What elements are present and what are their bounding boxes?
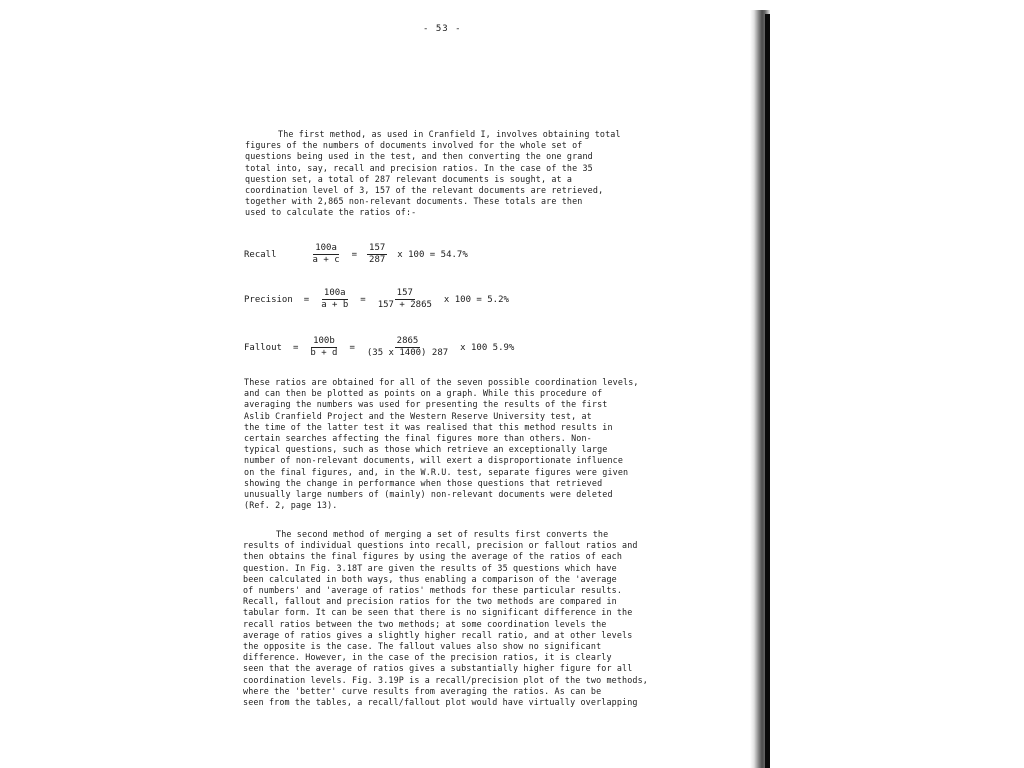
text-line: number of non-relevant documents, will exert a disproportionate influence: [244, 455, 624, 466]
text-line: typical questions, such as those which retrieve an exceptionally large: [244, 444, 608, 455]
recall-result: x 100 = 54.7%: [397, 249, 468, 260]
precision-fraction-1: [319, 288, 350, 311]
recall-formula: [244, 243, 473, 266]
text-line: seen that the average of ratios gives a substantially higher figure for all: [243, 663, 633, 674]
text-line: showing the change in performance when those questions that retrieved: [244, 477, 603, 488]
precision-frac1-numerator: 100a: [323, 288, 346, 298]
recall-frac2-denominator: 287: [369, 255, 386, 265]
text-line: total into, say, recall and precision ratios. In the case of the 35: [245, 162, 593, 173]
text-line: question set, a total of 287 relevant documents is sought, at a: [245, 173, 573, 184]
fallout-formula: [244, 336, 519, 359]
fallout-frac1-numerator: 100b: [313, 336, 335, 346]
text-line: (Ref. 2, page 13).: [244, 500, 338, 511]
text-line: unusually large numbers of (mainly) non-relevant documents were deleted: [244, 489, 613, 500]
text-line: and can then be plotted as points on a graph. While this procedure of: [244, 388, 603, 399]
recall-fraction-2: [367, 243, 387, 266]
text-line: together with 2,865 non-relevant documents. These totals are then: [245, 196, 583, 207]
precision-frac2-denominator: 157 + 2865: [377, 300, 432, 310]
text-line: on the final figures, and, in the W.R.U. test, separate figures were given: [244, 466, 629, 477]
text-line: tabular form. It can be seen that there is no significant difference in the: [243, 607, 633, 618]
precision-frac1-denominator: a + b: [321, 300, 349, 310]
precision-formula: [244, 288, 514, 311]
text-line: used to calculate the ratios of:-: [245, 207, 417, 218]
text-line: question. In Fig. 3.18T are given the results of 35 questions which have: [243, 562, 617, 573]
fallout-frac2-numerator: 2865: [396, 336, 419, 346]
text-line: averaging the numbers was used for presenting the results of the first: [244, 399, 608, 410]
precision-equals-2: =: [360, 294, 366, 305]
text-line: of numbers' and 'average of ratios' methods for these particular results.: [243, 585, 623, 596]
text-line: coordination level of 3, 157 of the relevant documents are retrieved,: [245, 185, 604, 196]
recall-frac1-denominator: a + c: [312, 255, 340, 265]
text-line: Aslib Cranfield Project and the Western Reserve University test, at: [244, 410, 592, 421]
fallout-frac2-denominator: (35 x 1400) 287: [366, 348, 449, 358]
fallout-equals-2: =: [349, 342, 355, 353]
precision-result: x 100 = 5.2%: [443, 294, 509, 305]
page-number: - 53 -: [423, 24, 462, 34]
text-line: figures of the numbers of documents involved for the whole set of: [245, 140, 583, 151]
recall-fraction-1: [311, 243, 342, 266]
text-line: recall ratios between the two methods; at some coordination levels the: [243, 618, 607, 629]
fallout-fraction-2: [365, 336, 450, 359]
text-line: The first method, as used in Cranfield I, involves obtaining total: [278, 129, 621, 139]
text-line: difference. However, in the case of the precision ratios, it is clearly: [243, 652, 612, 663]
fallout-fraction-1: [308, 336, 339, 359]
scan-edge-shadow: [765, 14, 770, 768]
recall-label: Recall: [244, 249, 277, 260]
paragraph-first-method: [245, 129, 621, 219]
paragraph-averaging: [244, 377, 639, 511]
text-line: seen from the tables, a recall/fallout plot would have virtually overlapping: [243, 697, 638, 708]
text-line: where the 'better' curve results from averaging the ratios. As can be: [243, 685, 602, 696]
precision-label: Precision: [244, 294, 293, 305]
text-line: been calculated in both ways, thus enabling a comparison of the 'average: [243, 573, 617, 584]
text-line: results of individual questions into recall, precision or fallout ratios and: [243, 540, 638, 551]
recall-equals: =: [351, 249, 358, 260]
fallout-frac1-denominator: b + d: [310, 348, 338, 358]
precision-fraction-2: [376, 288, 434, 311]
text-line: average of ratios gives a slightly higher recall ratio, and at other levels: [243, 629, 633, 640]
precision-equals-1: =: [303, 294, 310, 305]
text-line: The second method of merging a set of results first converts the: [276, 529, 609, 539]
text-line: certain searches affecting the final figures more than others. Non-: [244, 433, 592, 444]
precision-frac2-numerator: 157: [396, 288, 413, 298]
fallout-result: x 100 5.9%: [460, 342, 515, 353]
paragraph-second-method: [243, 529, 648, 708]
text-line: coordination levels. Fig. 3.19P is a recall/precision plot of the two methods,: [243, 674, 648, 685]
recall-frac1-numerator: 100a: [315, 243, 337, 253]
fallout-equals-1: =: [292, 342, 299, 353]
text-line: then obtains the final figures by using the average of the ratios of each: [243, 551, 623, 562]
text-line: Recall, fallout and precision ratios for the two methods are compared in: [243, 596, 617, 607]
recall-frac2-numerator: 157: [369, 243, 386, 253]
fallout-label: Fallout: [244, 342, 282, 353]
text-line: These ratios are obtained for all of the seven possible coordination levels,: [244, 377, 639, 387]
text-line: the opposite is the case. The fallout values also show no significant: [243, 641, 602, 652]
text-line: the time of the latter test it was realised that this method results in: [244, 421, 613, 432]
text-line: questions being used in the test, and then converting the one grand: [245, 151, 593, 162]
